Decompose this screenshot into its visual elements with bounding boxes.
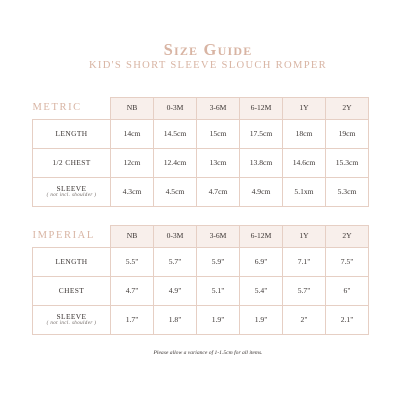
table-cell: 12cm	[111, 149, 154, 178]
imperial-col-header: 3-6M	[197, 226, 240, 248]
table-cell: 15.3cm	[326, 149, 369, 178]
table-cell: 13cm	[197, 149, 240, 178]
table-cell: 14cm	[111, 120, 154, 149]
row-label	[33, 149, 111, 178]
imperial-col-header: 1Y	[283, 226, 326, 248]
table-cell: 5.7"	[283, 277, 326, 306]
table-cell: 5.3cm	[326, 178, 369, 207]
table-row	[33, 248, 369, 277]
metric-col-header: NB	[111, 98, 154, 120]
row-label-text: LENGTH	[55, 256, 88, 266]
imperial-section-label: IMPERIAL	[33, 226, 111, 248]
imperial-header-row	[33, 226, 369, 248]
table-cell: 13.8cm	[240, 149, 283, 178]
table-cell: 4.9cm	[240, 178, 283, 207]
table-cell: 2"	[283, 306, 326, 335]
table-cell: 1.9"	[197, 306, 240, 335]
row-label-text: CHEST	[58, 285, 85, 295]
page-title: Size Guide	[163, 40, 253, 59]
table-cell: 4.9"	[154, 277, 197, 306]
metric-section-label: METRIC	[33, 98, 111, 120]
table-cell: 2.1"	[326, 306, 369, 335]
table-cell: 7.1"	[283, 248, 326, 277]
row-label	[33, 306, 111, 335]
table-cell: 4.5cm	[154, 178, 197, 207]
metric-col-header: 2Y	[326, 98, 369, 120]
variance-note: Please allow a variance of 1-1.5cm for all items.	[153, 350, 263, 356]
row-label-text: 1/2 CHEST	[52, 157, 91, 167]
metric-col-header: 3-6M	[197, 98, 240, 120]
metric-col-header: 6-12M	[240, 98, 283, 120]
table-row	[33, 149, 369, 178]
table-row	[33, 120, 369, 149]
metric-col-header: 0-3M	[154, 98, 197, 120]
row-label	[33, 277, 111, 306]
table-cell: 19cm	[326, 120, 369, 149]
imperial-size-table	[32, 225, 369, 335]
table-cell: 4.3cm	[111, 178, 154, 207]
table-cell: 5.7"	[154, 248, 197, 277]
table-cell: 14.6cm	[283, 149, 326, 178]
row-label	[33, 248, 111, 277]
table-cell: 17.5cm	[240, 120, 283, 149]
table-cell: 1.9"	[240, 306, 283, 335]
table-cell: 6.9"	[240, 248, 283, 277]
table-row	[33, 306, 369, 335]
table-row	[33, 178, 369, 207]
product-subtitle: KID'S SHORT SLEEVE SLOUCH ROMPER	[88, 60, 328, 71]
table-cell: 4.7cm	[197, 178, 240, 207]
imperial-col-header: 2Y	[326, 226, 369, 248]
table-cell: 7.5"	[326, 248, 369, 277]
table-cell: 4.7"	[111, 277, 154, 306]
row-label	[33, 178, 111, 207]
table-cell: 15cm	[197, 120, 240, 149]
row-label	[33, 120, 111, 149]
table-cell: 18cm	[283, 120, 326, 149]
table-cell: 5.4"	[240, 277, 283, 306]
table-cell: 5.9"	[197, 248, 240, 277]
table-cell: 5.1"	[197, 277, 240, 306]
row-label-note: ( not incl. shoulder )	[46, 193, 97, 199]
table-cell: 1.8"	[154, 306, 197, 335]
row-label-note: ( not incl. shoulder )	[46, 321, 97, 327]
metric-col-header: 1Y	[283, 98, 326, 120]
table-row	[33, 277, 369, 306]
table-cell: 14.5cm	[154, 120, 197, 149]
row-label-text: SLEEVE	[56, 311, 87, 321]
row-label-text: LENGTH	[55, 128, 88, 138]
table-cell: 12.4cm	[154, 149, 197, 178]
row-label-text: SLEEVE	[56, 183, 87, 193]
table-cell: 5.1xm	[283, 178, 326, 207]
metric-size-table	[32, 97, 369, 207]
imperial-col-header: NB	[111, 226, 154, 248]
table-cell: 6"	[326, 277, 369, 306]
imperial-col-header: 6-12M	[240, 226, 283, 248]
imperial-col-header: 0-3M	[154, 226, 197, 248]
metric-header-row	[33, 98, 369, 120]
table-cell: 1.7"	[111, 306, 154, 335]
table-cell: 5.5"	[111, 248, 154, 277]
